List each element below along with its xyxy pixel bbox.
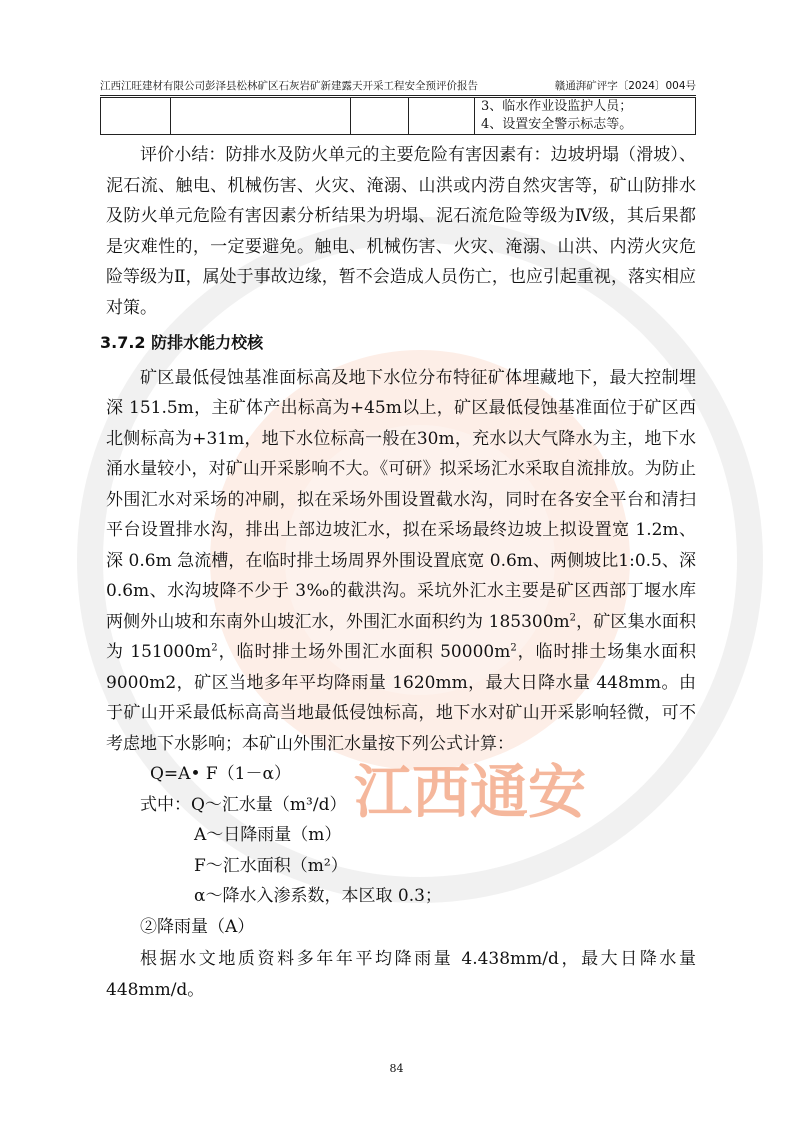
formula-f-definition: F～汇水面积（m²） [194, 855, 348, 876]
table-cell [351, 98, 409, 135]
formula-where: 式中：Q～汇水量（m³/d） [140, 794, 347, 815]
text-run: ，矿区集水面积为 151000m [106, 611, 696, 662]
superscript: 2 [510, 642, 517, 654]
measure-line: 4、设置安全警示标志等。 [481, 117, 633, 132]
measure-line: 3、临水作业设监护人员； [481, 99, 633, 114]
table-cell-measures [475, 98, 696, 135]
drainage-paragraph [106, 363, 696, 760]
measures-table-tail [100, 97, 696, 135]
evaluation-summary: 评价小结：防排水及防火单元的主要危险有害因素有：边坡坍塌（滑坡）、泥石流、触电、机械伤害、火灾、淹溺、山洪或内涝自然灾害等，矿山防排水及防火单元危险有害因素分析结果为坍塌、泥石流危险等级为Ⅳ级，其后果都是灾难性的，一定要避免。触电、机械伤害、火灾、淹溺、山洪、内涝火灾危险等级为Ⅱ，属处于事故边缘，暂不会造成人员伤亡，也应引起重视，落实相应对策。 [106, 145, 696, 318]
formula-alpha-definition: α～降水入渗系数，本区取 0.3； [194, 886, 442, 906]
text-run: ，临时排土场集水面积 9000m2，矿区当地多年平均降雨量 1620mm，最大日降水量 448mm。由于矿山开采最低标高高当地最低侵蚀标高，地下水对矿山开采影响轻微，可不考虑地下水影响；本矿山外围汇水量按下列公式计算： [106, 642, 697, 754]
page-body [100, 140, 697, 1005]
page-number: 84 [389, 1062, 404, 1075]
table-cell [409, 98, 475, 135]
text-run: 矿区最低侵蚀基准面标高及地下水位分布特征矿体埋藏地下，最大控制埋深 151.5m，主矿体产出标高为+45m以上，矿区最低侵蚀基准面位于矿区西北侧标高为+31m，地下水位标高一般在30m，充水以大气降水为主，地下水涌水量较小，对矿山开采影响不大。《可研》拟采场汇水采取自流排放。为防止外围汇水对采场的冲刷，拟在采场外围设置截水沟，同时在各安全平台和清扫平台设置排水沟，排出上部边坡汇水，拟在采场最终边坡上拟设置宽 1.2m、深 0.6m 急流槽，在临时排土场周界外围设置底宽 0.6m、两侧坡比1:0.5、深 0.6m、水沟坡降不少于 3‰的截洪沟。采坑外汇水主要是矿区西部丁堰水库两侧外山坡和东南外山坡汇水，外围汇水面积约为 185300m [106, 367, 696, 632]
watermark-text: 江西通安 [353, 758, 587, 826]
table-cell [101, 98, 171, 135]
rainfall-paragraph: 根据水文地质资料多年年平均降雨量 4.438mm/d，最大日降水量448mm/d。 [106, 949, 696, 1000]
formula-a-definition: A～日降雨量（m） [194, 825, 342, 845]
header-report-title: 江西江旺建材有限公司彭泽县松林矿区石灰岩矿新建露天开采工程安全预评价报告 [100, 80, 478, 92]
superscript: 2 [569, 611, 577, 623]
page-header [100, 77, 696, 96]
rainfall-subheading: ②降雨量（A） [140, 916, 255, 937]
superscript: 2 [211, 642, 218, 654]
section-heading: 3.7.2 防排水能力校核 [100, 333, 264, 352]
table-row [101, 98, 696, 135]
table-cell [171, 98, 351, 135]
text-run: ，临时排土场外围汇水面积 50000m [217, 642, 511, 662]
formula-main: Q=A• F（1－α） [150, 764, 291, 784]
header-report-number: 赣通湃矿评字〔2024〕004号 [554, 80, 696, 92]
